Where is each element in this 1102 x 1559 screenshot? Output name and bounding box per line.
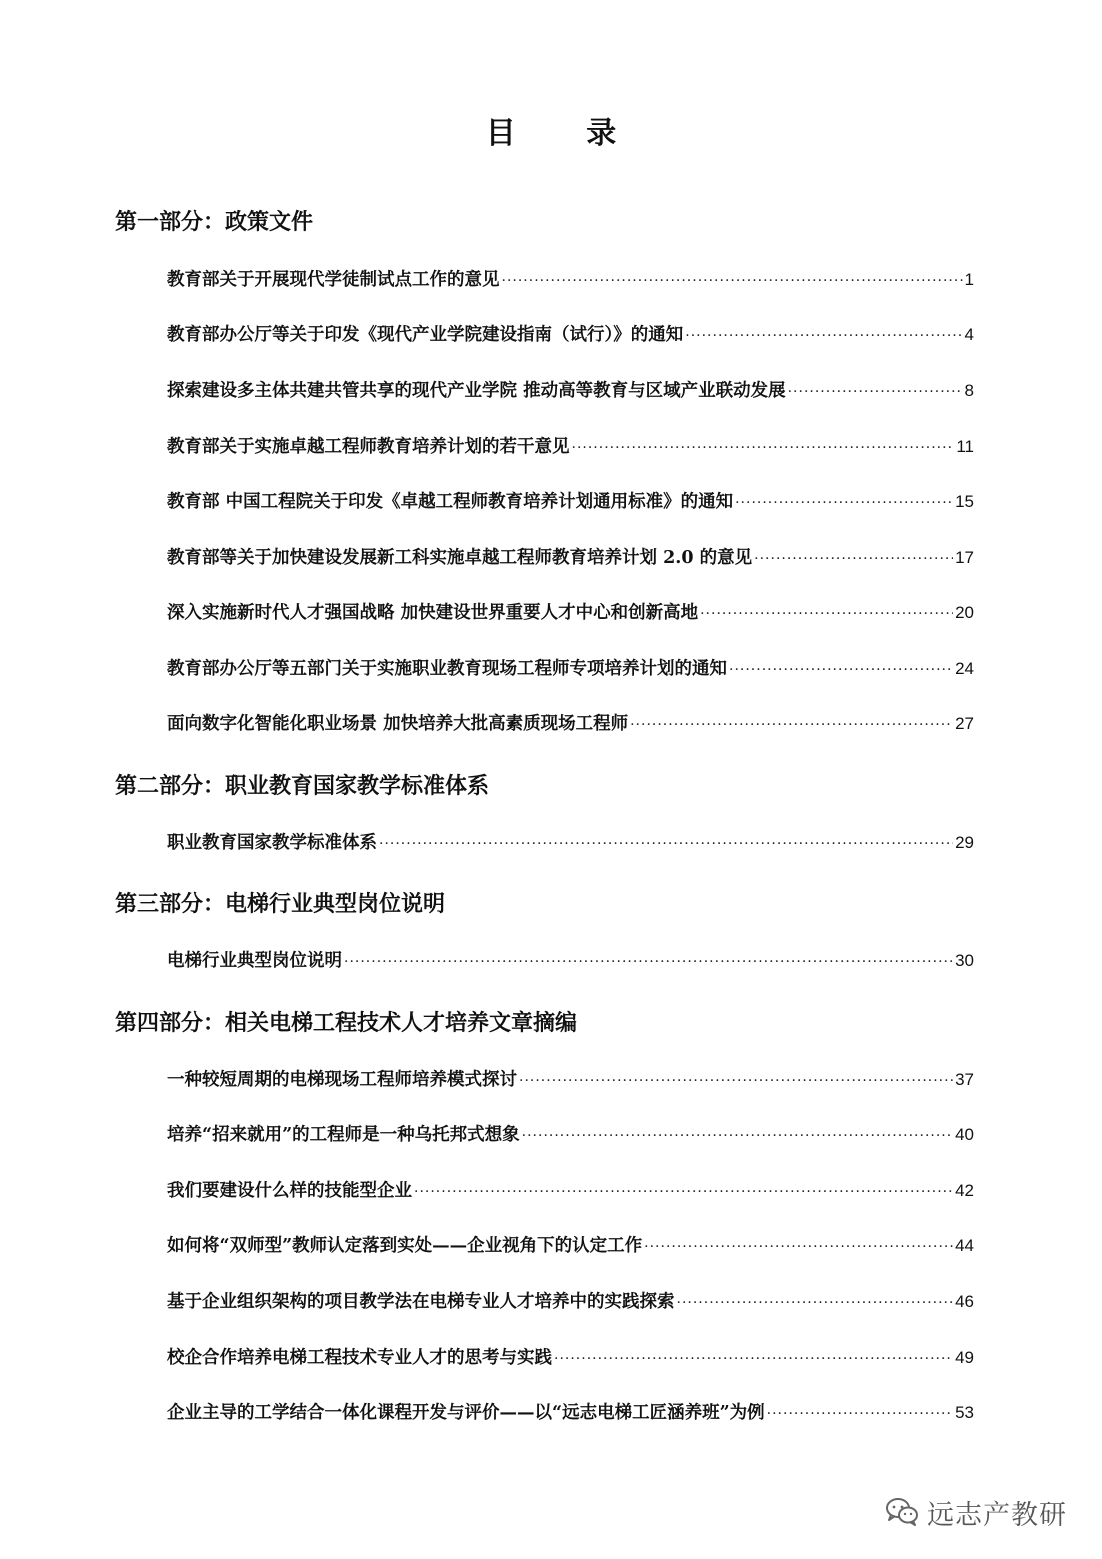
toc-entry-title: 面向数字化智能化职业场景 加快培养大批高素质现场工程师	[167, 714, 629, 734]
dot-leader	[630, 717, 953, 733]
dot-leader	[344, 954, 953, 970]
toc-entry-page: 27	[955, 714, 974, 733]
dot-leader	[754, 551, 953, 567]
section-heading-1: 第一部分：政策文件	[115, 209, 314, 235]
toc-entry-page: 8	[964, 381, 974, 400]
dot-leader	[519, 1073, 953, 1089]
toc-entry-page: 53	[955, 1403, 974, 1422]
dot-leader	[644, 1239, 953, 1255]
dot-leader	[767, 1406, 953, 1422]
toc-entry[interactable]	[167, 1344, 974, 1370]
section-heading-2: 第二部分：职业教育国家教学标准体系	[115, 773, 490, 799]
toc-entry[interactable]	[167, 947, 974, 973]
wechat-icon	[885, 1496, 919, 1530]
toc-entry-title: 我们要建设什么样的技能型企业	[167, 1181, 412, 1201]
toc-entry[interactable]	[167, 599, 974, 625]
section-heading-3: 第三部分：电梯行业典型岗位说明	[115, 891, 446, 917]
toc-entry-title: 培养“招来就用”的工程师是一种乌托邦式想象	[167, 1125, 520, 1145]
dot-leader	[700, 606, 953, 622]
toc-entry-title: 电梯行业典型岗位说明	[167, 951, 342, 971]
toc-entry-page: 37	[955, 1070, 974, 1089]
toc-entry[interactable]	[167, 1288, 974, 1314]
toc-entry-title: 教育部关于开展现代学徒制试点工作的意见	[167, 270, 500, 290]
toc-entry-page: 42	[955, 1181, 974, 1200]
toc-entry-page: 44	[955, 1236, 974, 1255]
dot-leader	[554, 1351, 953, 1367]
wechat-watermark	[885, 1493, 1067, 1532]
toc-entry-title: 如何将“双师型”教师认定落到实处——企业视角下的认定工作	[167, 1236, 643, 1256]
dot-leader	[502, 273, 963, 289]
dot-leader	[685, 328, 962, 344]
toc-entry-title: 探索建设多主体共建共管共享的现代产业学院 推动高等教育与区域产业联动发展	[167, 381, 786, 401]
toc-entry-title: 校企合作培养电梯工程技术专业人才的思考与实践	[167, 1348, 552, 1368]
toc-entry-page: 46	[955, 1292, 974, 1311]
toc-entry-page: 1	[964, 270, 974, 289]
toc-entry-title: 教育部办公厅等关于印发《现代产业学院建设指南（试行）》的通知	[167, 325, 684, 345]
toc-entry[interactable]	[167, 544, 974, 570]
dot-leader	[379, 836, 953, 852]
toc-entry-title: 职业教育国家教学标准体系	[167, 833, 377, 853]
toc-entry-page: 15	[955, 492, 974, 511]
toc-entry[interactable]	[167, 377, 974, 403]
toc-entry[interactable]	[167, 655, 974, 681]
page-title: 目 录	[485, 116, 647, 151]
toc-entry[interactable]	[167, 321, 974, 347]
watermark-text: 远志产教研	[927, 1500, 1067, 1531]
dot-leader	[735, 495, 953, 511]
toc-entry-title: 一种较短周期的电梯现场工程师培养模式探讨	[167, 1070, 517, 1090]
toc-entry-title: 教育部办公厅等五部门关于实施职业教育现场工程师专项培养计划的通知	[167, 659, 727, 679]
toc-entry-title: 教育部关于实施卓越工程师教育培养计划的若干意见	[167, 437, 570, 457]
toc-entry[interactable]	[167, 1066, 974, 1092]
dot-leader	[522, 1128, 953, 1144]
dot-leader	[788, 384, 963, 400]
toc-entry[interactable]	[167, 829, 974, 855]
toc-entry-title: 企业主导的工学结合一体化课程开发与评价——以“远志电梯工匠涵养班”为例	[167, 1403, 765, 1423]
toc-entry[interactable]	[167, 266, 974, 292]
toc-entry[interactable]	[167, 1399, 974, 1425]
dot-leader	[414, 1184, 953, 1200]
toc-entry-title: 教育部 中国工程院关于印发《卓越工程师教育培养计划通用标准》的通知	[167, 492, 734, 512]
toc-entry[interactable]	[167, 1232, 974, 1258]
toc-entry-title: 教育部等关于加快建设发展新工科实施卓越工程师教育培养计划 2.0 的意见	[167, 548, 753, 568]
toc-entry[interactable]	[167, 710, 974, 736]
dot-leader	[677, 1295, 954, 1311]
toc-entry[interactable]	[167, 1177, 974, 1203]
toc-entry-page: 24	[955, 659, 974, 678]
toc-entry[interactable]	[167, 433, 974, 459]
toc-entry-page: 30	[955, 951, 974, 970]
toc-entry-page: 20	[955, 603, 974, 622]
toc-entry-page: 29	[955, 833, 974, 852]
toc-entry-page: 4	[964, 325, 974, 344]
section-heading-4: 第四部分：相关电梯工程技术人才培养文章摘编	[115, 1010, 578, 1036]
toc-entry-title: 深入实施新时代人才强国战略 加快建设世界重要人才中心和创新高地	[167, 603, 699, 623]
toc-entry-page: 11	[956, 437, 974, 456]
toc-entry[interactable]	[167, 1121, 974, 1147]
toc-entry-page: 40	[955, 1125, 974, 1144]
toc-entry[interactable]	[167, 488, 974, 514]
toc-entry-page: 49	[955, 1348, 974, 1367]
dot-leader	[729, 662, 953, 678]
dot-leader	[572, 440, 955, 456]
toc-entry-page: 17	[955, 548, 974, 567]
toc-entry-title: 基于企业组织架构的项目教学法在电梯专业人才培养中的实践探索	[167, 1292, 675, 1312]
